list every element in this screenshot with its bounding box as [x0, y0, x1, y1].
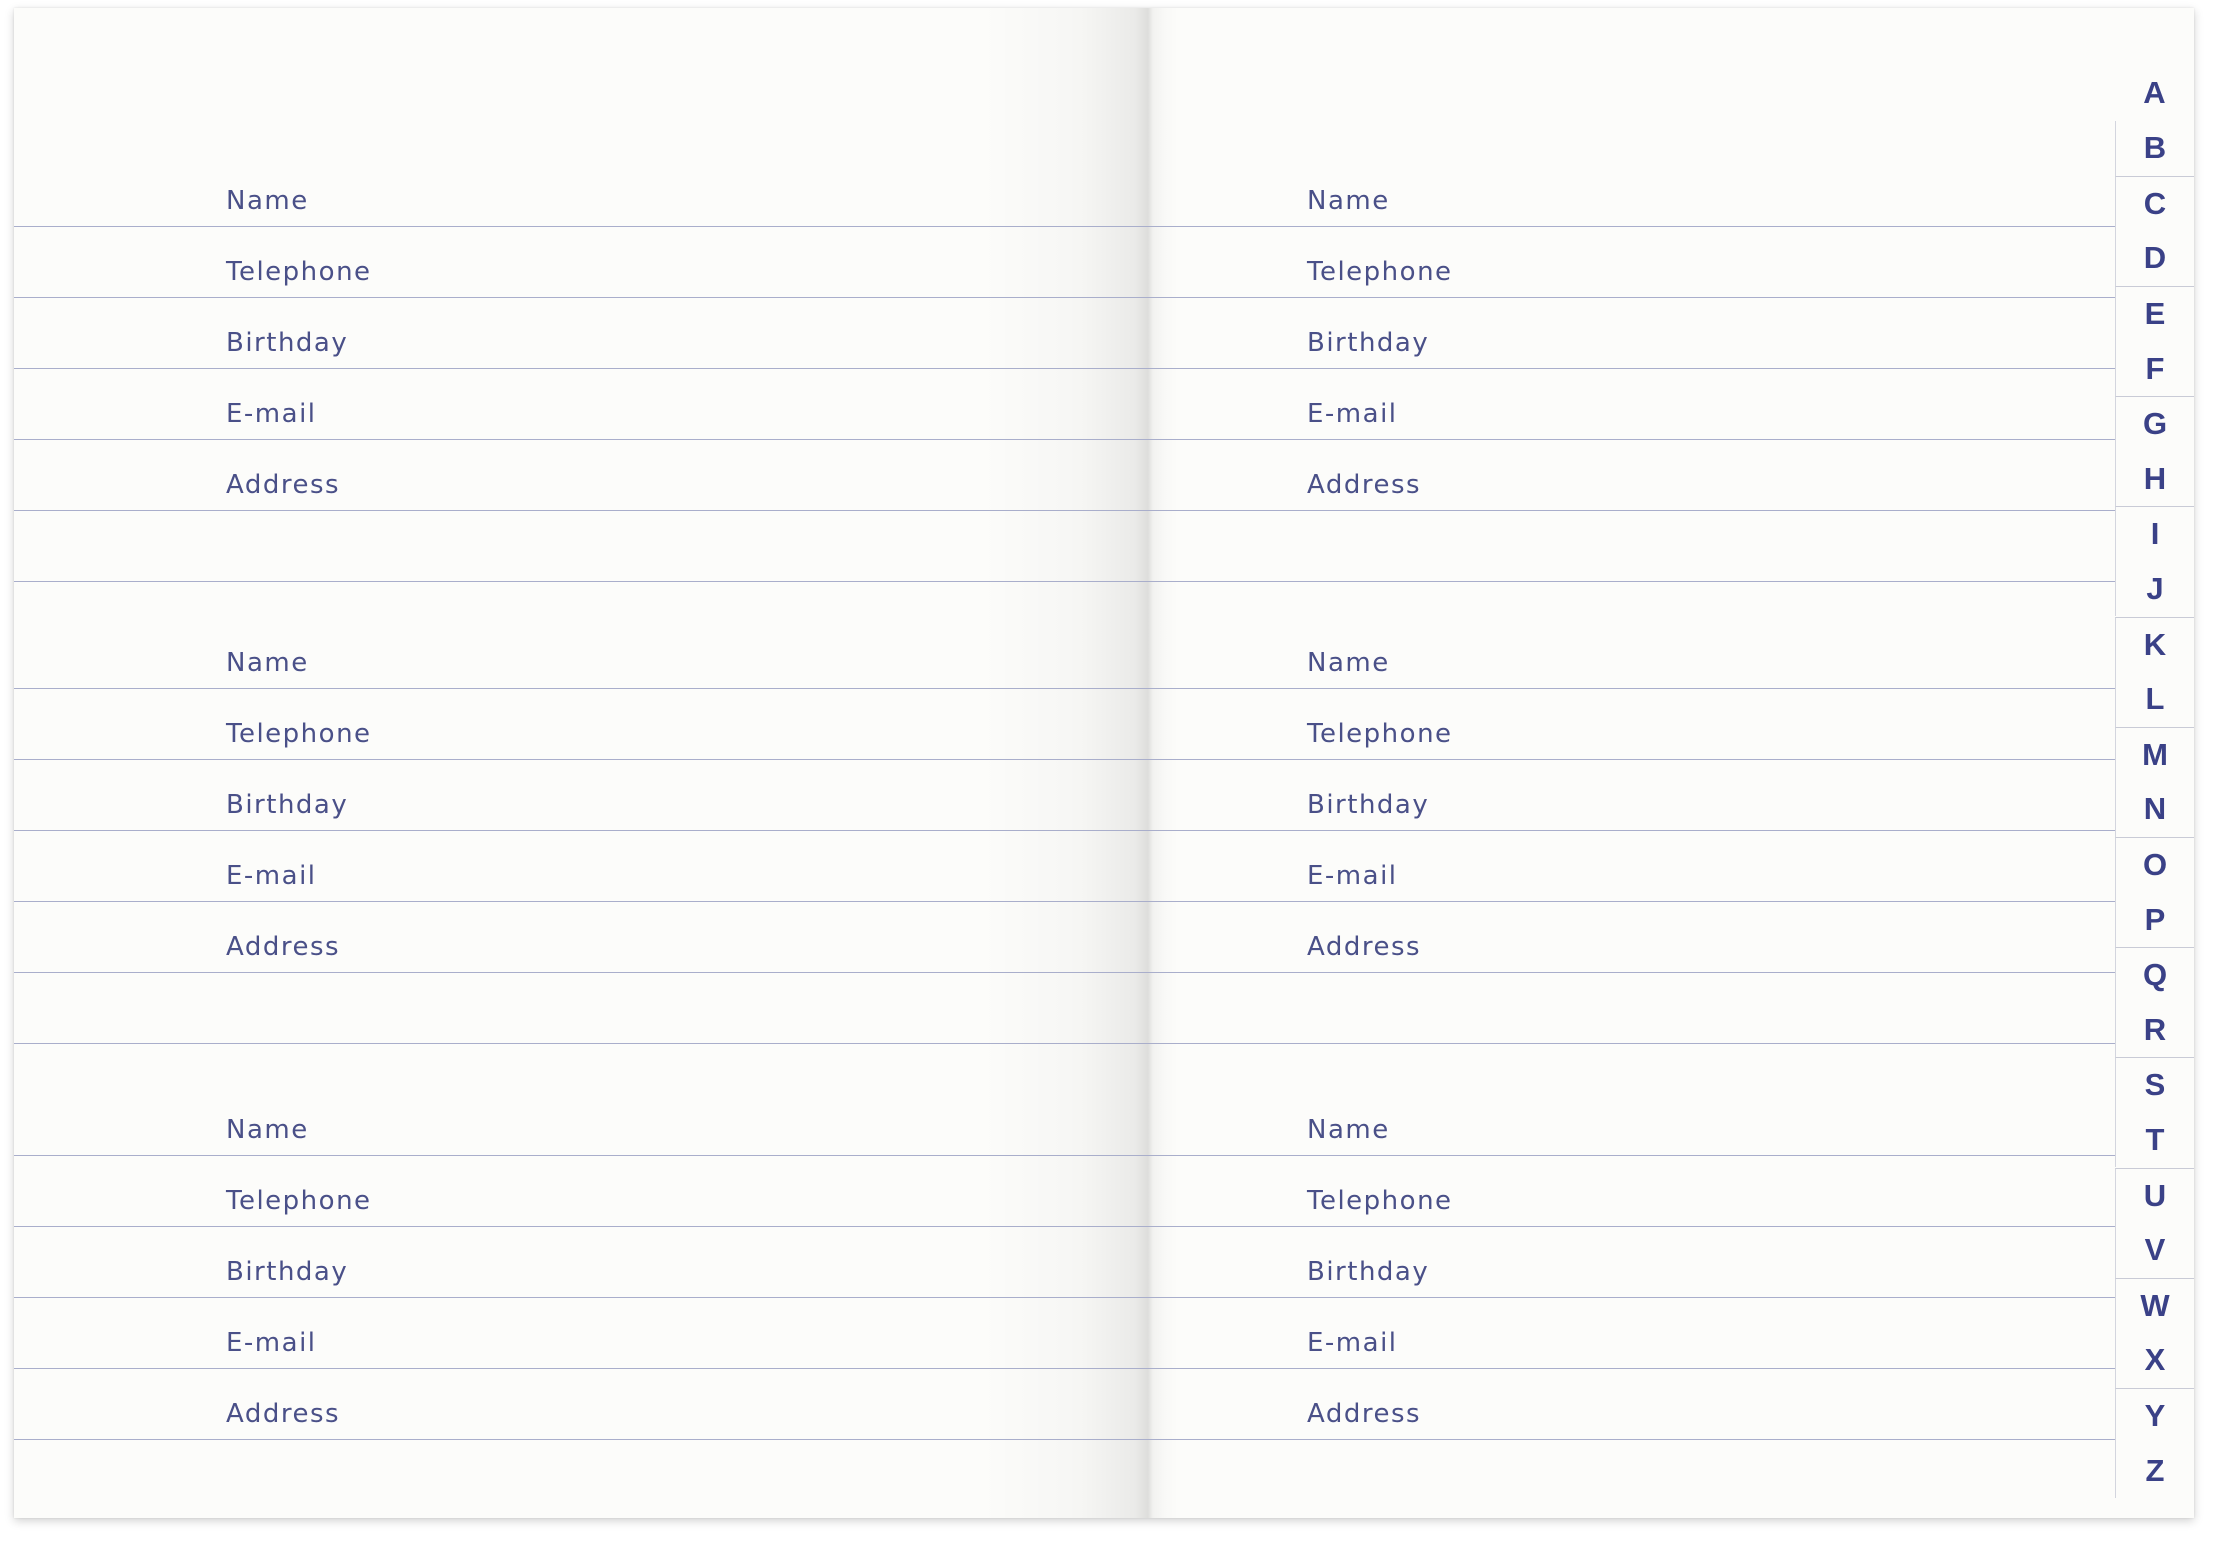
field-label: E-mail	[1307, 861, 1398, 891]
field-label: Name	[226, 648, 309, 678]
index-tab-q[interactable]: Q	[2115, 947, 2194, 1002]
alphabet-index-tabs	[2115, 8, 2194, 1518]
index-tab-i[interactable]: I	[2115, 506, 2194, 561]
field-label: Telephone	[1307, 257, 1453, 287]
address-line[interactable]	[1109, 1369, 2115, 1440]
index-tab-l[interactable]: L	[2115, 672, 2194, 727]
contact-entry	[14, 156, 1109, 582]
name-line[interactable]	[1109, 1085, 2115, 1156]
field-label: Name	[226, 186, 309, 216]
birthday-line[interactable]	[1109, 760, 2115, 831]
field-label: Telephone	[226, 257, 372, 287]
birthday-line[interactable]	[14, 760, 1109, 831]
index-tab-p[interactable]: P	[2115, 892, 2194, 947]
email-line[interactable]	[1109, 369, 2115, 440]
field-label: Address	[226, 470, 341, 500]
index-tab-e[interactable]: E	[2115, 286, 2194, 341]
field-label: E-mail	[226, 1328, 317, 1358]
index-tab-s[interactable]: S	[2115, 1057, 2194, 1112]
field-label: Address	[1307, 1399, 1422, 1429]
index-tab-m[interactable]: M	[2115, 727, 2194, 782]
field-label: Birthday	[1307, 1257, 1430, 1287]
name-line[interactable]	[1109, 618, 2115, 689]
field-label: Name	[226, 1115, 309, 1145]
email-line[interactable]	[14, 369, 1109, 440]
index-tab-o[interactable]: O	[2115, 837, 2194, 892]
address-line[interactable]	[14, 902, 1109, 973]
telephone-line[interactable]	[1109, 689, 2115, 760]
address-continuation-line[interactable]	[14, 973, 1109, 1044]
index-tab-k[interactable]: K	[2115, 617, 2194, 672]
field-label: Name	[1307, 186, 1390, 216]
field-label: E-mail	[226, 399, 317, 429]
field-label: Name	[1307, 648, 1390, 678]
contact-entry	[14, 1085, 1109, 1440]
field-label: Address	[1307, 470, 1422, 500]
telephone-line[interactable]	[14, 689, 1109, 760]
field-label: Telephone	[226, 1186, 372, 1216]
field-label: Address	[1307, 932, 1422, 962]
telephone-line[interactable]	[14, 1156, 1109, 1227]
contact-entry	[1109, 1085, 2115, 1440]
telephone-line[interactable]	[14, 227, 1109, 298]
email-line[interactable]	[14, 1298, 1109, 1369]
telephone-line[interactable]	[1109, 227, 2115, 298]
field-label: E-mail	[1307, 1328, 1398, 1358]
index-tab-a[interactable]: A	[2143, 75, 2166, 110]
index-tab-d[interactable]: D	[2115, 231, 2194, 286]
index-tab-j[interactable]: J	[2115, 561, 2194, 616]
birthday-line[interactable]	[14, 298, 1109, 369]
index-tab-g[interactable]: G	[2115, 396, 2194, 451]
field-label: Telephone	[226, 719, 372, 749]
name-line[interactable]	[14, 618, 1109, 689]
field-label: Name	[1307, 1115, 1390, 1145]
telephone-line[interactable]	[1109, 1156, 2115, 1227]
email-line[interactable]	[14, 831, 1109, 902]
index-tab-t[interactable]: T	[2115, 1112, 2194, 1167]
field-label: Birthday	[226, 790, 349, 820]
index-tab-z[interactable]: Z	[2115, 1443, 2194, 1498]
index-tab-x[interactable]: X	[2115, 1333, 2194, 1388]
address-book-spread	[14, 8, 2194, 1518]
field-label: E-mail	[226, 861, 317, 891]
contact-entry	[1109, 156, 2115, 582]
index-tab-r[interactable]: R	[2115, 1002, 2194, 1057]
name-line[interactable]	[14, 156, 1109, 227]
field-label: Telephone	[1307, 1186, 1453, 1216]
address-line[interactable]	[14, 1369, 1109, 1440]
birthday-line[interactable]	[1109, 1227, 2115, 1298]
field-label: E-mail	[1307, 399, 1398, 429]
field-label: Birthday	[1307, 790, 1430, 820]
birthday-line[interactable]	[1109, 298, 2115, 369]
index-tab-w[interactable]: W	[2115, 1278, 2194, 1333]
address-continuation-line[interactable]	[1109, 511, 2115, 582]
contact-entry	[14, 618, 1109, 1044]
index-tab-y[interactable]: Y	[2115, 1388, 2194, 1443]
name-line[interactable]	[14, 1085, 1109, 1156]
address-line[interactable]	[14, 440, 1109, 511]
field-label: Birthday	[226, 1257, 349, 1287]
index-tab-f[interactable]: F	[2115, 341, 2194, 396]
email-line[interactable]	[1109, 1298, 2115, 1369]
contact-entry	[1109, 618, 2115, 1044]
index-tab-h[interactable]: H	[2115, 451, 2194, 506]
field-label: Birthday	[226, 328, 349, 358]
field-label: Address	[226, 1399, 341, 1429]
index-tab-v[interactable]: V	[2115, 1223, 2194, 1278]
field-label: Telephone	[1307, 719, 1453, 749]
index-tab-c[interactable]: C	[2115, 176, 2194, 231]
index-tab-n[interactable]: N	[2115, 782, 2194, 837]
right-page	[1109, 8, 2115, 1518]
address-continuation-line[interactable]	[14, 511, 1109, 582]
birthday-line[interactable]	[14, 1227, 1109, 1298]
address-continuation-line[interactable]	[1109, 973, 2115, 1044]
email-line[interactable]	[1109, 831, 2115, 902]
address-line[interactable]	[1109, 440, 2115, 511]
index-tab-u[interactable]: U	[2115, 1168, 2194, 1223]
name-line[interactable]	[1109, 156, 2115, 227]
field-label: Birthday	[1307, 328, 1430, 358]
left-page	[14, 8, 1109, 1518]
index-tab-b[interactable]: B	[2115, 121, 2194, 176]
field-label: Address	[226, 932, 341, 962]
address-line[interactable]	[1109, 902, 2115, 973]
